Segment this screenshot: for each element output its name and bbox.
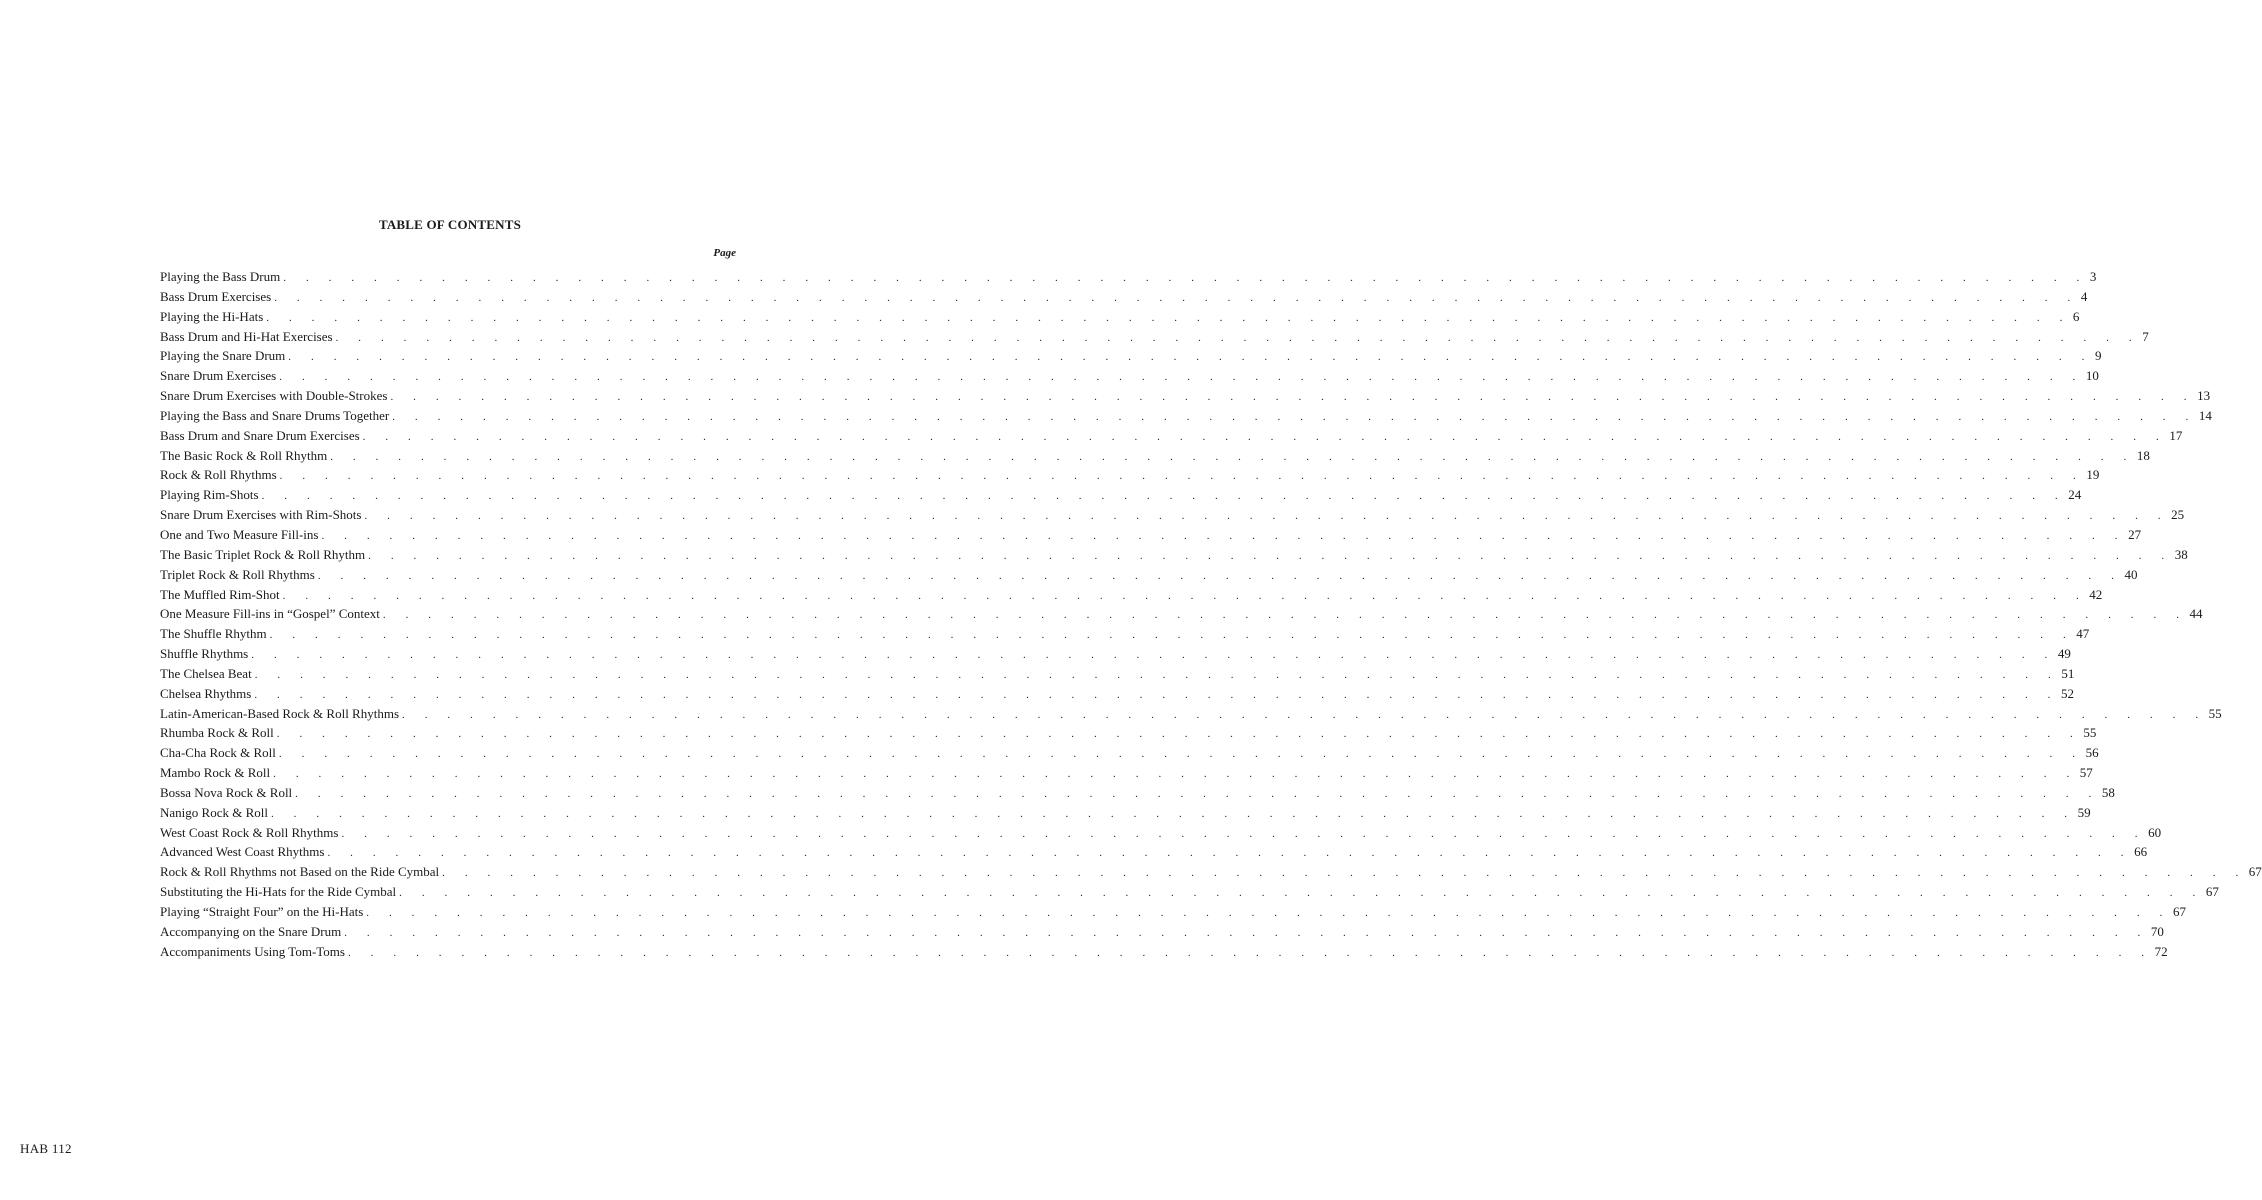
dot-leader: . . . . . . . . . . . . . . . . . . . . . . . . . . . . . . . . . . . . . . . . . . . . . . . . . . . . . . . . . . . . . . . . . . . . . . . . . . . . . . . . bbox=[330, 450, 2135, 463]
toc-entry-page: 49 bbox=[2057, 646, 2071, 662]
page-title: TABLE OF CONTENTS bbox=[378, 217, 522, 232]
toc-entry-page: 70 bbox=[2150, 923, 2164, 939]
dot-leader: . . . . . . . . . . . . . . . . . . . . . . . . . . . . . . . . . . . . . . . . . . . . . . . . . . . . . . . . . . . . . . . . . . . . . . . . . . . . . . . . bbox=[392, 410, 2197, 423]
toc-entry bbox=[160, 307, 2080, 327]
toc-entry bbox=[160, 624, 2090, 644]
toc-entry bbox=[160, 406, 2212, 426]
toc-entry-title: Accompaniments Using Tom-Toms bbox=[160, 943, 345, 959]
dot-leader: . . . . . . . . . . . . . . . . . . . . . . . . . . . . . . . . . . . . . . . . . . . . . . . . . . . . . . . . . . . . . . . . . . . . . . . . . . . . . . . . bbox=[273, 768, 2078, 781]
toc-entry-title: Bossa Nova Rock & Roll bbox=[160, 784, 293, 800]
toc-entry-title: Rhumba Rock & Roll bbox=[160, 725, 274, 741]
dot-leader: . . . . . . . . . . . . . . . . . . . . . . . . . . . . . . . . . . . . . . . . . . . . . . . . . . . . . . . . . . . . . . . . . . . . . . . . . . . . . . . . bbox=[279, 371, 2084, 384]
dot-leader: . . . . . . . . . . . . . . . . . . . . . . . . . . . . . . . . . . . . . . . . . . . . . . . . . . . . . . . . . . . . . . . . . . . . . . . . . . . . . . . . bbox=[347, 946, 2153, 959]
dot-leader: . . . . . . . . . . . . . . . . . . . . . . . . . . . . . . . . . . . . . . . . . . . . . . . . . . . . . . . . . . . . . . . . . . . . . . . . . . . . . . . . bbox=[261, 490, 2067, 503]
dot-leader: . . . . . . . . . . . . . . . . . . . . . . . . . . . . . . . . . . . . . . . . . . . . . . . . . . . . . . . . . . . . . . . . . . . . . . . . . . . . . . . . bbox=[274, 291, 2079, 304]
toc-entry-title: Cha-Cha Rock & Roll bbox=[160, 745, 276, 761]
toc-entry-page: 13 bbox=[2197, 388, 2211, 404]
toc-entry-page: 67 bbox=[2205, 884, 2219, 900]
dot-leader: . . . . . . . . . . . . . . . . . . . . . . . . . . . . . . . . . . . . . . . . . . . . . . . . . . . . . . . . . . . . . . . . . . . . . . . . . . . . . . . . bbox=[390, 391, 2196, 404]
toc-entry bbox=[160, 684, 2075, 704]
toc-entry bbox=[160, 902, 2186, 922]
toc-entry-title: Mambo Rock & Roll bbox=[160, 765, 271, 781]
dot-leader: . . . . . . . . . . . . . . . . . . . . . . . . . . . . . . . . . . . . . . . . . . . . . . . . . . . . . . . . . . . . . . . . . . . . . . . . . . . . . . . . bbox=[279, 470, 2085, 483]
toc-entry-page: 58 bbox=[2101, 784, 2115, 800]
toc-entry bbox=[160, 823, 2162, 843]
toc-entry-title: Rock & Roll Rhythms not Based on the Ride Cymbal bbox=[160, 864, 440, 880]
toc-entry-title: One and Two Measure Fill-ins bbox=[160, 526, 319, 542]
dot-leader: . . . . . . . . . . . . . . . . . . . . . . . . . . . . . . . . . . . . . . . . . . . . . . . . . . . . . . . . . . . . . . . . . . . . . . . . . . . . . . . . bbox=[276, 728, 2082, 741]
toc-entry bbox=[160, 366, 2099, 386]
toc-entry-title: Rock & Roll Rhythms bbox=[160, 467, 277, 483]
dot-leader: . . . . . . . . . . . . . . . . . . . . . . . . . . . . . . . . . . . . . . . . . . . . . . . . . . . . . . . . . . . . . . . . . . . . . . . . . . . . . . . . bbox=[382, 609, 2188, 622]
toc-entry-title: Bass Drum and Snare Drum Exercises bbox=[160, 427, 360, 443]
toc-entry bbox=[160, 585, 2103, 605]
toc-entry-title: Snare Drum Exercises with Rim-Shots bbox=[160, 507, 362, 523]
toc-entry-title: The Basic Triplet Rock & Roll Rhythm bbox=[160, 546, 366, 562]
toc-entry-page: 24 bbox=[2068, 487, 2082, 503]
dot-leader: . . . . . . . . . . . . . . . . . . . . . . . . . . . . . . . . . . . . . . . . . . . . . . . . . . . . . . . . . . . . . . . . . . . . . . . . . . . . . . . . bbox=[269, 629, 2075, 642]
toc-entry-title: Bass Drum and Hi-Hat Exercises bbox=[160, 328, 333, 344]
toc-entry bbox=[160, 604, 2203, 624]
dot-leader: . . . . . . . . . . . . . . . . . . . . . . . . . . . . . . . . . . . . . . . . . . . . . . . . . . . . . . . . . . . . . . . . . . . . . . . . . . . . . . . . bbox=[364, 510, 2170, 523]
dot-leader: . . . . . . . . . . . . . . . . . . . . . . . . . . . . . . . . . . . . . . . . . . . . . . . . . . . . . . . . . . . . . . . . . . . . . . . . . . . . . . . . bbox=[288, 351, 2093, 364]
toc-entry-page: 67 bbox=[2172, 904, 2186, 919]
toc-entry-title: Playing the Bass Drum bbox=[160, 269, 281, 284]
toc-entry bbox=[160, 525, 2142, 545]
toc-entry-page: 18 bbox=[2136, 447, 2150, 463]
dot-leader: . . . . . . . . . . . . . . . . . . . . . . . . . . . . . . . . . . . . . . . . . . . . . . . . . . . . . . . . . . . . . . . . . . . . . . . . . . . . . . . . bbox=[362, 430, 2168, 443]
toc-entry-title: Triplet Rock & Roll Rhythms bbox=[160, 566, 315, 582]
dot-leader: . . . . . . . . . . . . . . . . . . . . . . . . . . . . . . . . . . . . . . . . . . . . . . . . . . . . . . . . . . . . . . . . . . . . . . . . . . . . . . . . bbox=[344, 926, 2149, 939]
toc-entry-page: 17 bbox=[2169, 427, 2183, 443]
toc-entry bbox=[160, 287, 2088, 307]
toc-entry-page: 19 bbox=[2086, 467, 2100, 483]
toc-entry-title: Substituting the Hi-Hats for the Ride Cymbal bbox=[160, 884, 397, 900]
toc-entry-page: 42 bbox=[2089, 586, 2103, 602]
footer-code: HAB 112 bbox=[20, 1141, 72, 1156]
dot-leader: . . . . . . . . . . . . . . . . . . . . . . . . . . . . . . . . . . . . . . . . . . . . . . . . . . . . . . . . . . . . . . . . . . . . . . . . . . . . . . . . bbox=[335, 331, 2141, 344]
dot-leader: . . . . . . . . . . . . . . . . . . . . . . . . . . . . . . . . . . . . . . . . . . . . . . . . . . . . . . . . . . . . . . . . . . . . . . . . . . . . . . . . bbox=[321, 529, 2127, 542]
dot-leader: . . . . . . . . . . . . . . . . . . . . . . . . . . . . . . . . . . . . . . . . . . . . . . . . . . . . . . . . . . . . . . . . . . . . . . . . . . . . . . . . bbox=[442, 867, 2247, 880]
dot-leader: . . . . . . . . . . . . . . . . . . . . . . . . . . . . . . . . . . . . . . . . . . . . . . . . . . . . . . . . . . . . . . . . . . . . . . . . . . . . . . . . bbox=[254, 668, 2060, 681]
dot-leader: . . . . . . . . . . . . . . . . . . . . . . . . . . . . . . . . . . . . . . . . . . . . . . . . . . . . . . . . . . . . . . . . . . . . . . . . . . . . . . . . bbox=[402, 708, 2207, 721]
toc-entry-page: 52 bbox=[2061, 685, 2075, 701]
dot-leader: . . . . . . . . . . . . . . . . . . . . . . . . . . . . . . . . . . . . . . . . . . . . . . . . . . . . . . . . . . . . . . . . . . . . . . . . . . . . . . . . bbox=[270, 807, 2076, 820]
toc-entry bbox=[160, 803, 2091, 823]
toc-entry-title: Chelsea Rhythms bbox=[160, 685, 252, 701]
toc-entry-title: Accompanying on the Snare Drum bbox=[160, 923, 342, 939]
toc-entry bbox=[160, 346, 2102, 366]
toc-entry-page: 3 bbox=[2089, 269, 2097, 284]
toc-entry bbox=[160, 664, 2075, 684]
toc-entry-title: The Muffled Rim-Shot bbox=[160, 586, 280, 602]
dot-leader: . . . . . . . . . . . . . . . . . . . . . . . . . . . . . . . . . . . . . . . . . . . . . . . . . . . . . . . . . . . . . . . . . . . . . . . . . . . . . . . . bbox=[368, 549, 2173, 562]
dot-leader: . . . . . . . . . . . . . . . . . . . . . . . . . . . . . . . . . . . . . . . . . . . . . . . . . . . . . . . . . . . . . . . . . . . . . . . . . . . . . . . . bbox=[254, 688, 2060, 701]
toc-entry bbox=[160, 505, 2185, 525]
toc-entry bbox=[160, 386, 2211, 406]
toc-entry-title: Nanigo Rock & Roll bbox=[160, 804, 268, 820]
toc-entry-page: 25 bbox=[2171, 507, 2185, 523]
toc-entry-title: Shuffle Rhythms bbox=[160, 646, 249, 662]
dot-leader: . . . . . . . . . . . . . . . . . . . . . . . . . . . . . . . . . . . . . . . . . . . . . . . . . . . . . . . . . . . . . . . . . . . . . . . . . . . . . . . . bbox=[341, 827, 2147, 840]
toc-entry-page: 55 bbox=[2208, 705, 2222, 721]
toc-entry-title: Bass Drum Exercises bbox=[160, 288, 272, 304]
toc-entry bbox=[160, 267, 2097, 287]
toc-entry-page: 59 bbox=[2077, 804, 2091, 820]
toc-entry-title: Advanced West Coast Rhythms bbox=[160, 844, 325, 860]
page-column-label: Page bbox=[713, 247, 736, 259]
dot-leader: . . . . . . . . . . . . . . . . . . . . . . . . . . . . . . . . . . . . . . . . . . . . . . . . . . . . . . . . . . . . . . . . . . . . . . . . . . . . . . . . bbox=[278, 748, 2084, 761]
toc-entry-title: Playing the Bass and Snare Drums Together bbox=[160, 407, 390, 423]
toc-entry-title: One Measure Fill-ins in “Gospel” Context bbox=[160, 606, 380, 622]
toc-entry-page: 14 bbox=[2198, 407, 2212, 423]
toc-entry bbox=[160, 545, 2188, 565]
dot-leader: . . . . . . . . . . . . . . . . . . . . . . . . . . . . . . . . . . . . . . . . . . . . . . . . . . . . . . . . . . . . . . . . . . . . . . . . . . . . . . . . bbox=[327, 847, 2133, 860]
toc-entry bbox=[160, 763, 2093, 783]
toc-entry-page: 40 bbox=[2124, 566, 2138, 582]
toc-entry-title: Playing the Snare Drum bbox=[160, 348, 286, 364]
toc-entry-page: 57 bbox=[2079, 765, 2093, 781]
toc-entry bbox=[160, 644, 2071, 664]
toc-entry bbox=[160, 942, 2168, 962]
toc-entry-page: 38 bbox=[2174, 546, 2188, 562]
toc-entry-page: 7 bbox=[2142, 328, 2149, 344]
toc-entry bbox=[160, 485, 2082, 505]
toc-entry-page: 56 bbox=[2085, 745, 2099, 761]
toc-entry-page: 72 bbox=[2154, 943, 2168, 959]
dot-leader: . . . . . . . . . . . . . . . . . . . . . . . . . . . . . . . . . . . . . . . . . . . . . . . . . . . . . . . . . . . . . . . . . . . . . . . . . . . . . . . . bbox=[399, 887, 2204, 900]
toc-entry bbox=[160, 446, 2150, 466]
toc-entry-title: The Shuffle Rhythm bbox=[160, 626, 267, 642]
dot-leader: . . . . . . . . . . . . . . . . . . . . . . . . . . . . . . . . . . . . . . . . . . . . . . . . . . . . . . . . . . . . . . . . . . . . . . . . . . . . . . . . bbox=[317, 569, 2123, 582]
toc-entry-page: 10 bbox=[2085, 368, 2099, 384]
toc-entry-page: 51 bbox=[2061, 665, 2075, 681]
toc-entry bbox=[160, 862, 2262, 882]
toc-entry-title: Snare Drum Exercises bbox=[160, 368, 277, 384]
toc-entry bbox=[160, 842, 2148, 862]
toc-entry-page: 44 bbox=[2189, 606, 2203, 622]
toc-entry-title: The Basic Rock & Roll Rhythm bbox=[160, 447, 328, 463]
toc-entry-title: West Coast Rock & Roll Rhythms bbox=[160, 824, 339, 840]
toc-entry-page: 27 bbox=[2128, 526, 2142, 542]
toc-entry-page: 55 bbox=[2083, 725, 2097, 741]
toc-entry bbox=[160, 882, 2219, 902]
toc-entry-page: 47 bbox=[2076, 626, 2090, 642]
toc-entry-page: 9 bbox=[2094, 348, 2102, 364]
toc-entry bbox=[160, 922, 2164, 942]
dot-leader: . . . . . . . . . . . . . . . . . . . . . . . . . . . . . . . . . . . . . . . . . . . . . . . . . . . . . . . . . . . . . . . . . . . . . . . . . . . . . . . . bbox=[366, 907, 2171, 919]
toc-entry bbox=[160, 565, 2138, 585]
toc-entry bbox=[160, 465, 2100, 485]
dot-leader: . . . . . . . . . . . . . . . . . . . . . . . . . . . . . . . . . . . . . . . . . . . . . . . . . . . . . . . . . . . . . . . . . . . . . . . . . . . . . . . . bbox=[283, 272, 2088, 284]
toc-entry bbox=[160, 327, 2149, 347]
dot-leader: . . . . . . . . . . . . . . . . . . . . . . . . . . . . . . . . . . . . . . . . . . . . . . . . . . . . . . . . . . . . . . . . . . . . . . . . . . . . . . . . bbox=[251, 649, 2056, 662]
toc-entry-page: 60 bbox=[2148, 824, 2162, 840]
toc-entry bbox=[160, 723, 2097, 743]
toc-list bbox=[160, 267, 2262, 962]
dot-leader: . . . . . . . . . . . . . . . . . . . . . . . . . . . . . . . . . . . . . . . . . . . . . . . . . . . . . . . . . . . . . . . . . . . . . . . . . . . . . . . . bbox=[266, 311, 2071, 324]
toc-entry-page: 6 bbox=[2072, 308, 2080, 324]
toc-entry-title: Playing Rim-Shots bbox=[160, 487, 259, 503]
dot-leader: . . . . . . . . . . . . . . . . . . . . . . . . . . . . . . . . . . . . . . . . . . . . . . . . . . . . . . . . . . . . . . . . . . . . . . . . . . . . . . . . bbox=[282, 589, 2088, 602]
toc-entry-title: Playing the Hi-Hats bbox=[160, 308, 264, 324]
toc-entry bbox=[160, 743, 2099, 763]
toc-entry bbox=[160, 426, 2183, 446]
toc-entry-page: 4 bbox=[2080, 288, 2088, 304]
toc-entry bbox=[160, 783, 2115, 803]
toc-entry bbox=[160, 704, 2222, 724]
toc-entry-title: Playing “Straight Four” on the Hi-Hats bbox=[160, 904, 364, 919]
toc-entry-title: Latin-American-Based Rock & Roll Rhythms bbox=[160, 705, 400, 721]
toc-entry-title: Snare Drum Exercises with Double-Strokes bbox=[160, 388, 388, 404]
toc-entry-page: 67 bbox=[2248, 864, 2262, 880]
dot-leader: . . . . . . . . . . . . . . . . . . . . . . . . . . . . . . . . . . . . . . . . . . . . . . . . . . . . . . . . . . . . . . . . . . . . . . . . . . . . . . . . bbox=[295, 787, 2100, 800]
toc-entry-page: 66 bbox=[2134, 844, 2148, 860]
toc-entry-title: The Chelsea Beat bbox=[160, 665, 252, 681]
